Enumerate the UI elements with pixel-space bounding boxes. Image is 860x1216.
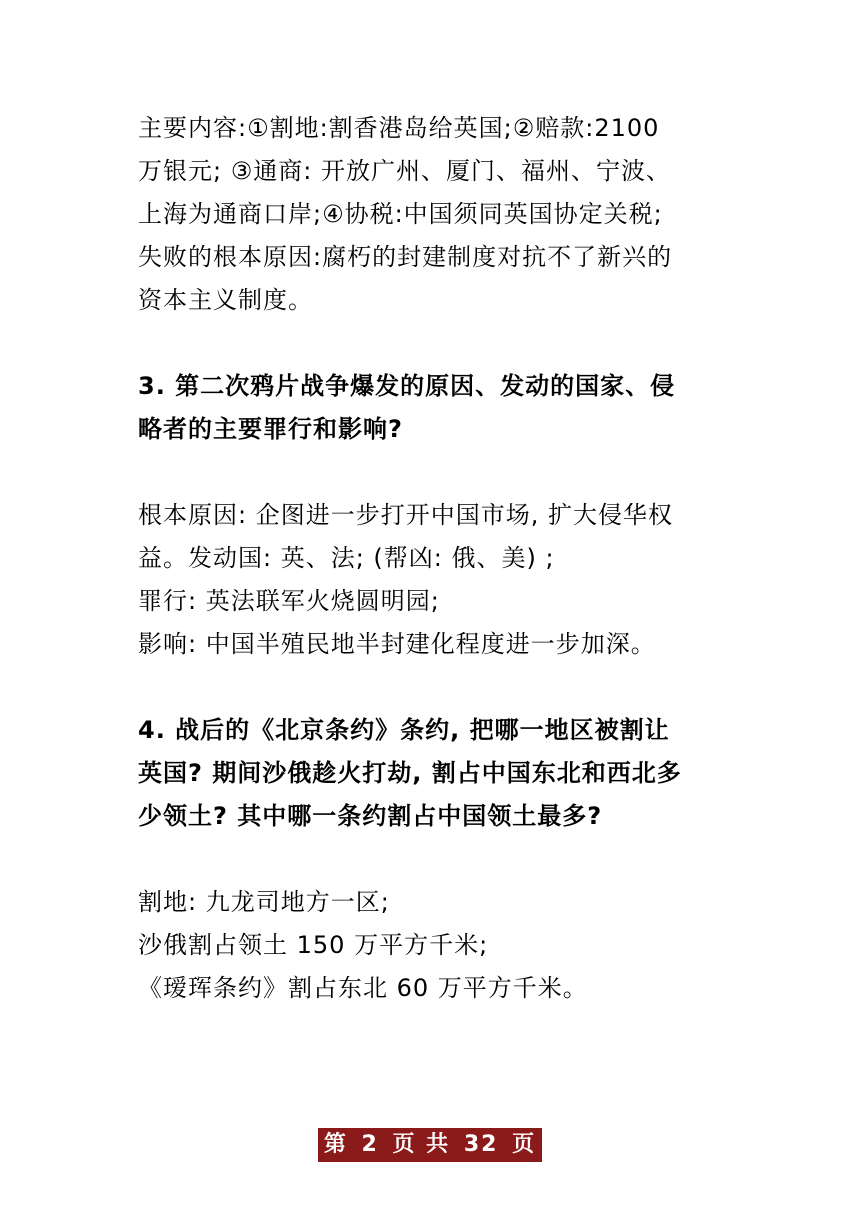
question-3-heading — [138, 365, 724, 451]
answer-4-paragraph — [138, 881, 724, 1010]
spacer — [138, 666, 724, 709]
text-line: 罪行: 英法联军火烧圆明园; — [138, 587, 440, 615]
text-line: 上海为通商口岸;④协税:中国须同英国协定关税; — [138, 200, 663, 228]
text-line: 沙俄割占领土 150 万平方千米; — [138, 931, 489, 959]
heading-line: 英国? 期间沙俄趁火打劫, 割占中国东北和西北多 — [138, 759, 682, 787]
spacer — [138, 451, 724, 494]
answer-2-paragraph — [138, 107, 724, 322]
current-page-number: 2 — [361, 1132, 379, 1157]
heading-line: 4. 战后的《北京条约》条约, 把哪一地区被割让 — [138, 716, 670, 744]
text-line: 万银元; ③通商: 开放广州、厦门、福州、宁波、 — [138, 157, 671, 185]
document-body — [138, 107, 724, 1010]
text-line: 割地: 九龙司地方一区; — [138, 888, 390, 916]
spacer — [138, 322, 724, 365]
heading-line: 略者的主要罪行和影响? — [138, 415, 403, 443]
page-number-badge — [318, 1128, 542, 1162]
question-4-heading — [138, 709, 724, 838]
answer-3-paragraph — [138, 494, 724, 666]
total-pages-number: 32 — [463, 1132, 499, 1157]
text-line: 资本主义制度。 — [138, 286, 313, 314]
text-line: 根本原因: 企图进一步打开中国市场, 扩大侵华权 — [138, 501, 673, 529]
text-line: 主要内容:①割地:割香港岛给英国;②赔款:2100 — [138, 114, 660, 142]
heading-line: 3. 第二次鸦片战争爆发的原因、发动的国家、侵 — [138, 372, 676, 400]
page-prefix: 第 — [323, 1132, 348, 1157]
text-line: 益。发动国: 英、法; (帮凶: 俄、美) ; — [138, 544, 555, 572]
page-middle: 页 共 — [392, 1132, 451, 1157]
page-suffix: 页 — [512, 1132, 537, 1157]
spacer — [138, 838, 724, 881]
page-footer — [0, 1128, 860, 1162]
text-line: 失败的根本原因:腐朽的封建制度对抗不了新兴的 — [138, 243, 673, 271]
text-line: 影响: 中国半殖民地半封建化程度进一步加深。 — [138, 630, 656, 658]
text-line: 《瑷珲条约》割占东北 60 万平方千米。 — [138, 974, 588, 1002]
heading-line: 少领土? 其中哪一条约割占中国领土最多? — [138, 802, 603, 830]
